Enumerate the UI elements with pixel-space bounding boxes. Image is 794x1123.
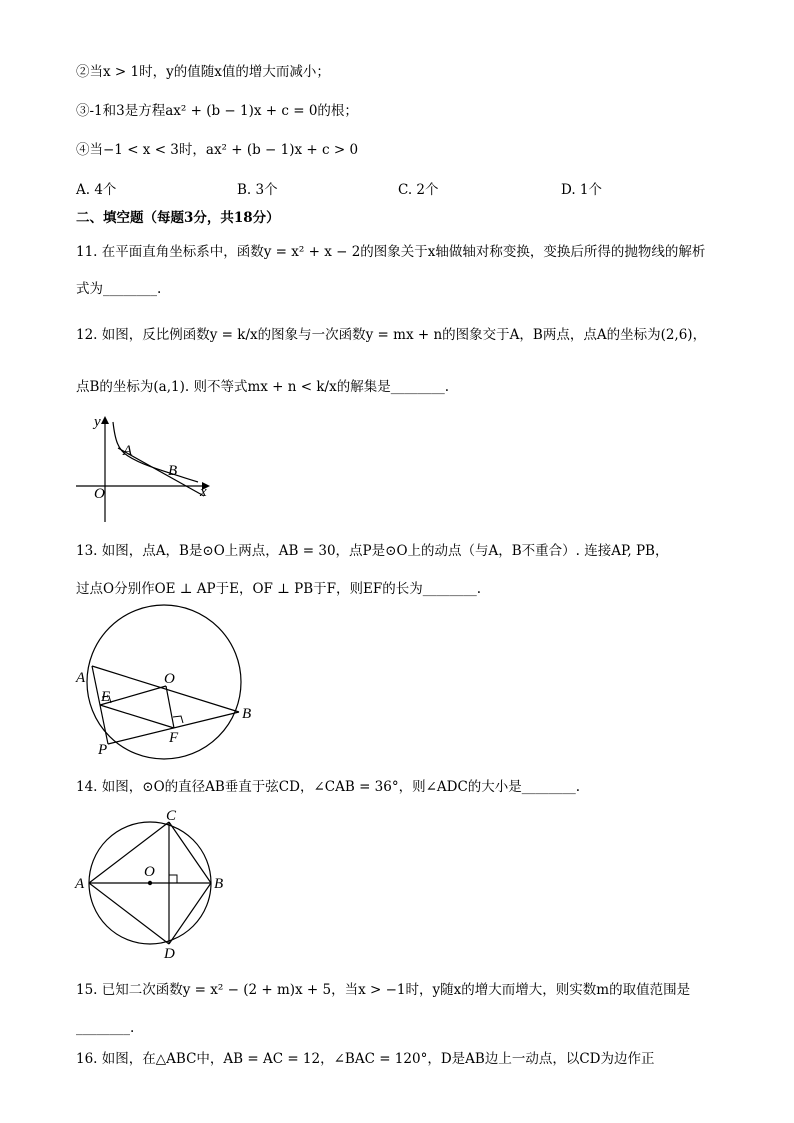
question-12-line2: 点B的坐标为(a,1). 则不等式mx + n < k/x的解集是________. — [76, 379, 449, 395]
label-o: O — [144, 864, 155, 880]
label-o: O — [94, 486, 105, 502]
label-b: B — [214, 876, 224, 892]
label-a: A — [123, 443, 133, 459]
label-f: F — [169, 730, 179, 746]
label-a: A — [76, 670, 86, 686]
figure-12 — [72, 412, 222, 528]
question-13-line2: 过点O分别作OE ⊥ AP于E，OF ⊥ PB于F，则EF的长为________. — [76, 581, 482, 597]
question-11-line1: 11. 在平面直角坐标系中，函数y = x² + x − 2的图象关于x轴做轴对称变换，变换后所得的抛物线的解析 — [76, 244, 706, 260]
statement-4: ④当−1 < x < 3时，ax² + (b − 1)x + c > 0 — [76, 142, 359, 158]
label-p: P — [98, 742, 108, 758]
option-b: B. 3个 — [237, 182, 278, 198]
label-b: B — [168, 463, 178, 479]
statement-3: ③-1和3是方程ax² + (b − 1)x + c = 0的根； — [76, 103, 358, 119]
label-x: x — [200, 484, 207, 500]
label-o: O — [164, 671, 175, 687]
label-b: B — [242, 706, 252, 722]
statement-2: ②当x > 1时，y的值随x值的增大而减小； — [76, 64, 330, 80]
label-a: A — [75, 876, 85, 892]
question-13-line1: 13. 如图，点A，B是⊙O上两点，AB = 30，点P是⊙O上的动点（与A，B不重合）. 连接AP, PB， — [76, 543, 669, 559]
figure-13 — [70, 604, 260, 764]
question-12-line1: 12. 如图，反比例函数y = k/x的图象与一次函数y = mx + n的图象交于A，B两点，点A的坐标为(2,6)， — [76, 327, 707, 343]
section-heading: 二、填空题（每题3分，共18分） — [76, 210, 280, 226]
option-a: A. 4个 — [76, 182, 117, 198]
label-d: D — [164, 946, 175, 962]
question-15-line1: 15. 已知二次函数y = x² − (2 + m)x + 5，当x > −1时，y随x的增大而增大，则实数m的取值范围是 — [76, 982, 691, 998]
label-e: E — [101, 689, 111, 705]
figure-14 — [68, 806, 238, 966]
label-y: y — [94, 414, 101, 430]
question-11-line2: 式为________. — [76, 281, 162, 297]
label-c: C — [166, 808, 177, 824]
question-16: 16. 如图，在△ABC中，AB = AC = 12，∠BAC = 120°，D是AB边上一动点，以CD为边作正 — [76, 1051, 655, 1067]
question-14: 14. 如图，⊙O的直径AB垂直于弦CD，∠CAB = 36°，则∠ADC的大小是________. — [76, 779, 581, 795]
option-d: D. 1个 — [561, 182, 603, 198]
option-c: C. 2个 — [398, 182, 439, 198]
question-15-line2: ________. — [76, 1020, 135, 1036]
